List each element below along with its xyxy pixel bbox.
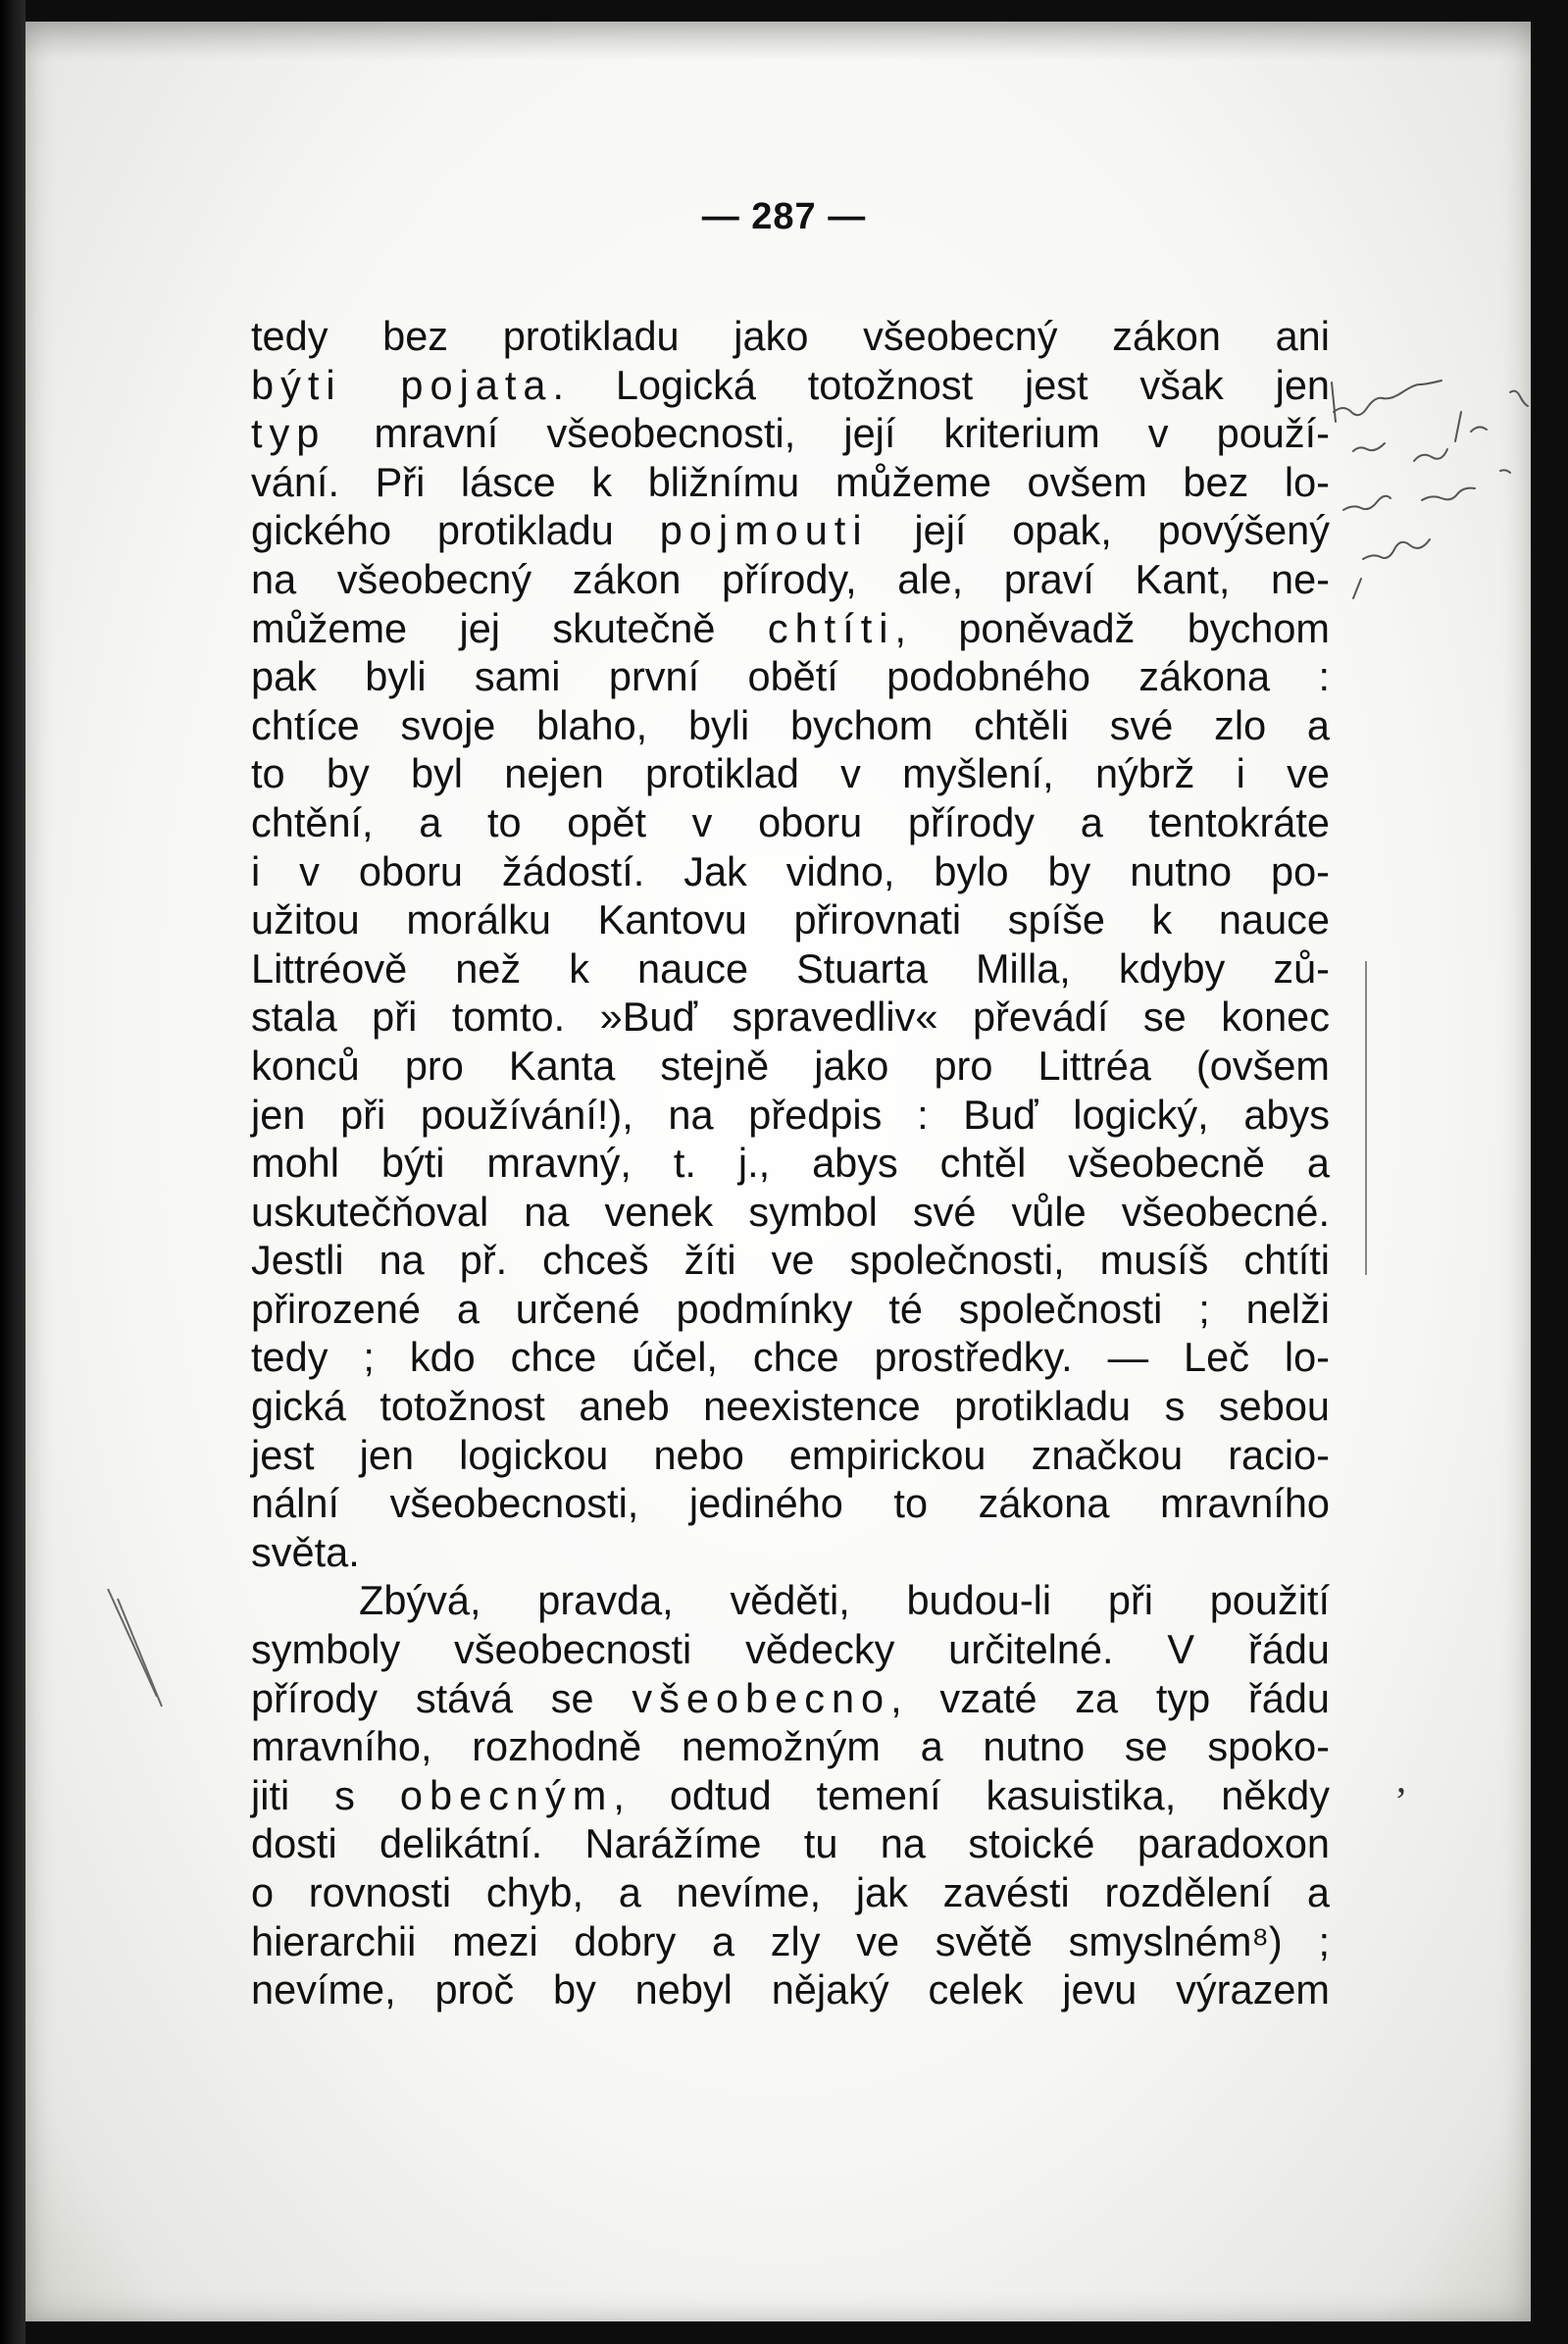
- margin-mark: ,: [1396, 1757, 1406, 1801]
- text-line: [251, 506, 1330, 555]
- margin-pencil-line: [1365, 961, 1367, 1275]
- text-run: . Logická totožnost jest však jen: [552, 361, 1330, 408]
- text-line: Zbývá, pravda, věděti, budou-li při použití: [359, 1577, 1330, 1624]
- text-line: pak byli sami první obětí podobného zákona :: [251, 653, 1330, 700]
- text-line: tedy bez protikladu jako všeobecný zákon ani: [251, 313, 1330, 359]
- text-line: [251, 409, 1330, 458]
- emphasized-word: typ: [251, 410, 327, 457]
- text-line: to by byl nejen protiklad v myšlení, nýbrž i ve: [251, 750, 1330, 797]
- text-run: , poněvadž bychom: [894, 604, 1331, 651]
- emphasized-word: býti pojata: [251, 361, 553, 408]
- text-run: gického protikladu: [251, 507, 660, 554]
- text-line: přirozené a určené podmínky té společnosti ; nelži: [251, 1285, 1330, 1332]
- pencil-stroke: [98, 1589, 294, 2305]
- text-line: mohl býti mravný, t. j., abys chtěl všeobecně a: [251, 1140, 1330, 1187]
- text-run: můžeme jej skutečně: [251, 604, 768, 651]
- page-number: — 287 —: [701, 196, 867, 237]
- text-line: stala při tomto. »Buď spravedliv« převádí se konec: [251, 994, 1330, 1041]
- text-run: její opak, povýšený: [868, 507, 1331, 554]
- text-line: nevíme, proč by nebyl nějaký celek jevu výrazem: [251, 1966, 1330, 2013]
- text-line: Jestli na př. chceš žíti ve společnosti, musíš chtíti: [251, 1237, 1330, 1284]
- text-line: [251, 361, 1330, 410]
- emphasized-word: všeobecno: [632, 1674, 891, 1721]
- text-line: tedy ; kdo chce účel, chce prostředky. — Leč lo-: [251, 1334, 1330, 1381]
- text-run: , odtud temení kasuistika, někdy: [613, 1771, 1331, 1818]
- text-line: konců pro Kanta stejně jako pro Littréa (ovšem: [251, 1042, 1330, 1089]
- text-line: [251, 1771, 1330, 1820]
- text-line: dosti delikátní. Narážíme tu na stoické paradoxon: [251, 1820, 1330, 1867]
- text-line: uskutečňoval na venek symbol své vůle všeobecné.: [251, 1188, 1330, 1235]
- book-binding-edge: [0, 0, 25, 2344]
- emphasized-word: obecným: [399, 1771, 614, 1818]
- text-run: , vzaté za typ řádu: [890, 1674, 1330, 1721]
- text-line: [251, 604, 1330, 653]
- text-line: gická totožnost aneb neexistence protikladu s sebou: [251, 1383, 1330, 1430]
- text-line: i v oboru žádostí. Jak vidno, bylo by nutno po-: [251, 847, 1330, 894]
- text-line: chtění, a to opět v oboru přírody a tentokráte: [251, 798, 1330, 845]
- handwritten-margin-note: [1324, 353, 1540, 608]
- text-run: jiti s: [251, 1771, 400, 1818]
- text-line: světa.: [251, 1528, 360, 1575]
- text-line: nální všeobecnosti, jediného to zákona mravního: [251, 1480, 1330, 1527]
- text-line: mravního, rozhodně nemožným a nutno se spoko-: [251, 1723, 1330, 1770]
- text-line: vání. Při lásce k bližnímu můžeme ovšem bez lo-: [251, 458, 1330, 505]
- text-line: hierarchii mezi dobry a zly ve světě smyslném⁸) ;: [251, 1917, 1330, 1964]
- text-line: [251, 1674, 1330, 1723]
- text-line: na všeobecný zákon přírody, ale, praví Kant, ne-: [251, 555, 1330, 602]
- text-run: mravní všeobecnosti, její kriterium v použí-: [326, 410, 1330, 457]
- text-line: Littréově než k nauce Stuarta Milla, kdyby zů-: [251, 944, 1330, 992]
- text-line: jest jen logickou nebo empirickou značkou racio-: [251, 1431, 1330, 1478]
- text-line: jen při používání!), na předpis : Buď logický, abys: [251, 1091, 1330, 1138]
- emphasized-word: chtíti: [767, 604, 895, 651]
- text-run: přírody stává se: [251, 1674, 632, 1721]
- body-text: [251, 312, 1330, 2014]
- page-top-shadow: [25, 22, 1531, 61]
- emphasized-word: pojmouti: [659, 507, 869, 554]
- text-line: chtíce svoje blaho, byli bychom chtěli své zlo a: [251, 701, 1330, 748]
- text-line: o rovnosti chyb, a nevíme, jak zavésti rozdělení a: [251, 1869, 1330, 1915]
- text-line: symboly všeobecnosti vědecky určitelné. V řádu: [251, 1626, 1330, 1673]
- text-line: užitou morálku Kantovu přirovnati spíše k nauce: [251, 896, 1330, 943]
